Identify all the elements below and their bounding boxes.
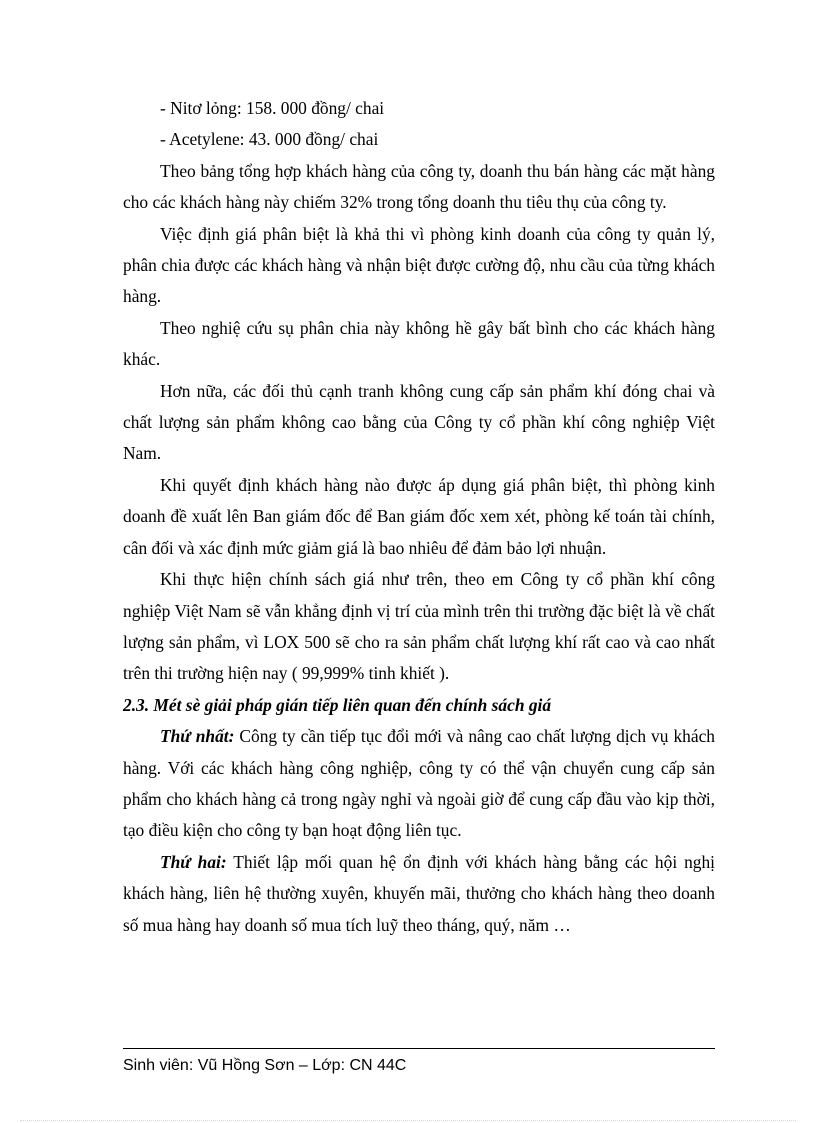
page-body [123,93,715,941]
paragraph-lead-label: Thứ nhất: [160,726,235,747]
price-item-liquid-nitrogen: - Nitơ lỏng: 158. 000 đồng/ chai [160,98,385,118]
body-paragraph: Theo nghiệ cứu sụ phân chia này không hề gây bất bình cho các khách hàng khác. [123,317,715,370]
page-bottom-edge [20,1120,796,1121]
body-paragraph: Việc định giá phân biệt là khả thi vì phòng kinh doanh của công ty quản lý, phân chia được các khách hàng và nhận biệt được cường độ, nhu cầu của từng khách hàng. [123,223,715,307]
section-heading: 2.3. Mét sè giải pháp gián tiếp liên quan đến chính sách giá [123,694,552,715]
footer-student-info: Sinh viên: Vũ Hồng Sơn – Lớp: CN 44C [123,1057,407,1074]
paragraph-text: Công ty cần tiếp tục đổi mới và nâng cao chất lượng dịch vụ khách hàng. Với các khách hàng công nghiệp, công ty có thể vận chuyển cung cấp sản phẩm cho khách hàng cả trong ngày nghỉ và ngoài giờ để cung cấp đầu vào kịp thời, tạo điều kiện cho công ty bạn hoạt động liên tục. [123,726,715,841]
footer-divider [123,1048,715,1049]
paragraph-text: Thiết lập mối quan hệ ổn định với khách hàng bằng các hội nghị khách hàng, liên hệ thường xuyên, khuyến mãi, thưởng cho khách hàng theo doanh số mua hàng hay doanh số mua tích luỹ theo tháng, quý, năm … [123,851,715,935]
section-paragraph-first [123,721,715,847]
body-paragraph: Khi thực hiện chính sách giá như trên, theo em Công ty cổ phần khí công nghiệp Việt Nam sẽ vẫn khẳng định vị trí của mình trên thi trường đặc biệt là về chất lượng sản phẩm, vì LOX 500 sẽ cho ra sản phẩm chất lượng khí rất cao và cao nhất trên thi trường hiện nay ( 99,999% tinh khiết ). [123,569,715,684]
paragraph-lead-label: Thứ hai: [160,851,227,872]
body-paragraph: Theo bảng tổng hợp khách hàng của công ty, doanh thu bán hàng các mặt hàng cho các khách hàng này chiếm 32% trong tổng doanh thu tiêu thụ của công ty. [123,160,715,213]
body-paragraph: Hơn nữa, các đối thủ cạnh tranh không cung cấp sản phẩm khí đóng chai và chất lượng sản phẩm không cao bằng của Công ty cổ phần khí công nghiệp Việt Nam. [123,380,715,464]
body-paragraph: Khi quyết định khách hàng nào được áp dụng giá phân biệt, thì phòng kinh doanh đề xuất lên Ban giám đốc để Ban giám đốc xem xét, phòng kế toán tài chính, cân đối và xác định mức giảm giá là bao nhiêu để đảm bảo lợi nhuận. [123,474,715,558]
section-paragraph-second [123,847,715,941]
price-item-acetylene: - Acetylene: 43. 000 đồng/ chai [160,129,379,150]
